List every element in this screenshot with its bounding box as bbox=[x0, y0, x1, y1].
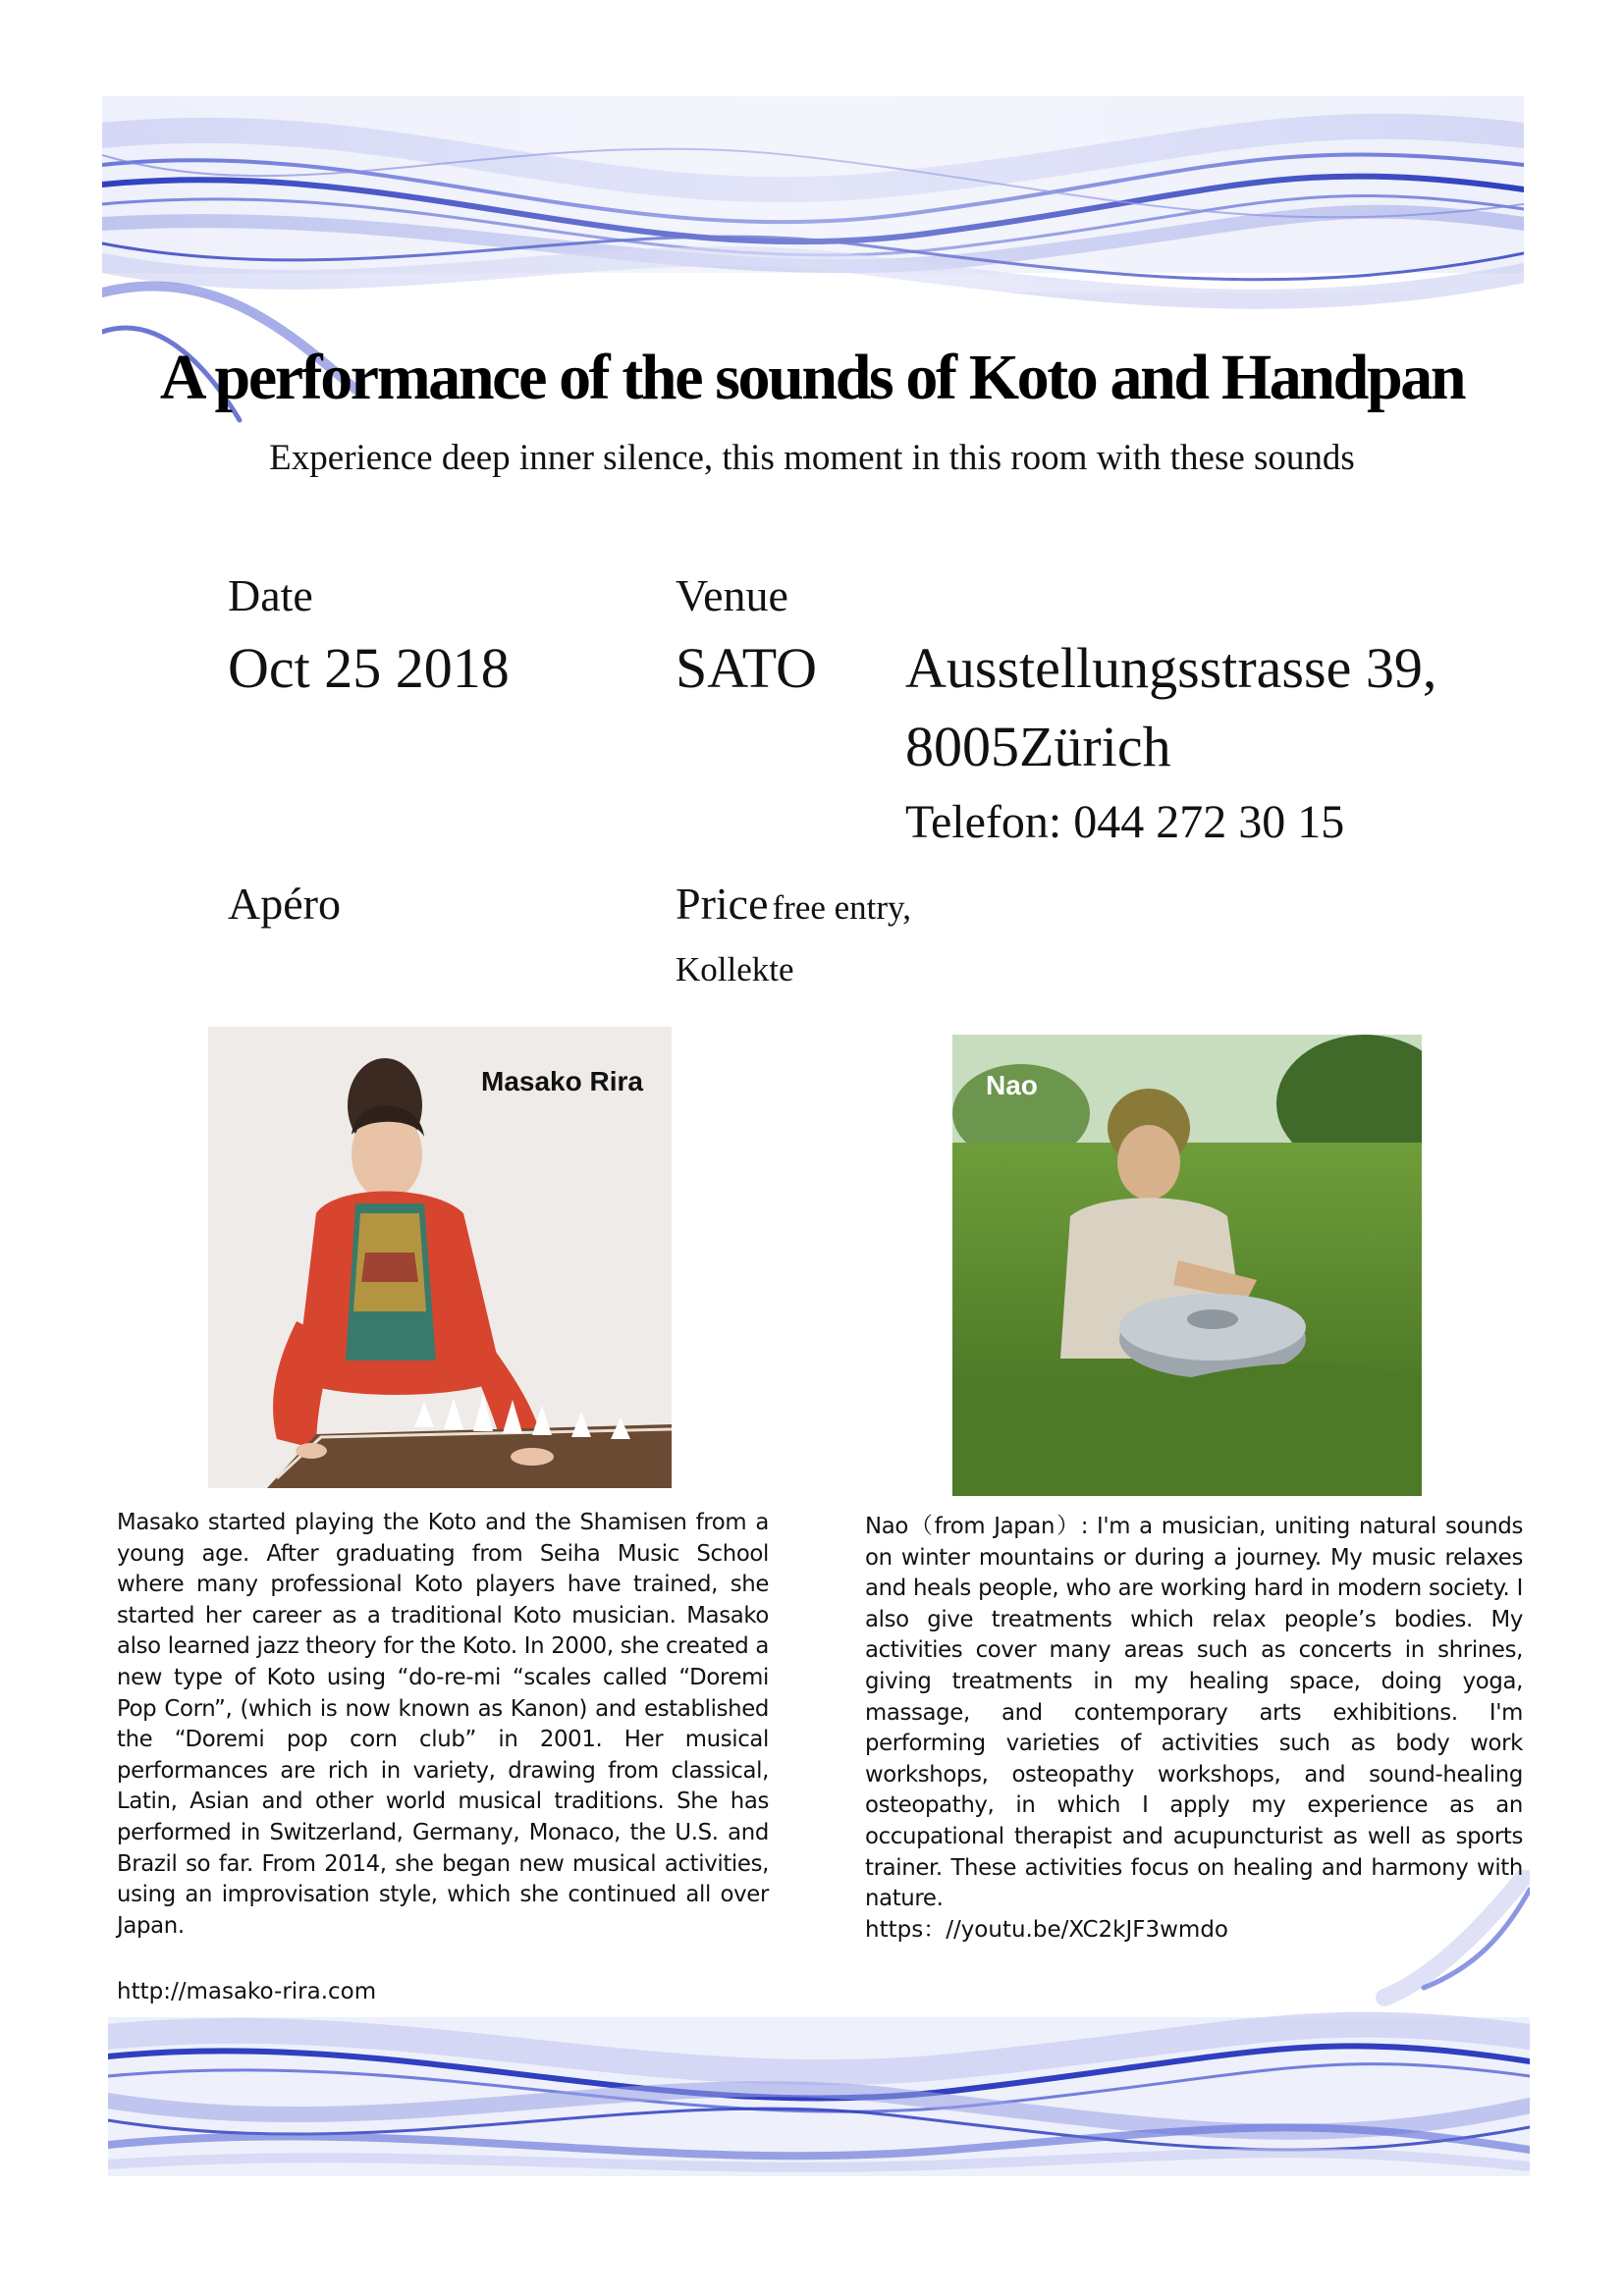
artist-name-masako: Masako Rira bbox=[481, 1066, 643, 1096]
poster-title: A performance of the sounds of Koto and Handpan bbox=[159, 342, 1465, 413]
handpan-player-photo bbox=[952, 1035, 1422, 1496]
artist-name-nao: Nao bbox=[986, 1070, 1038, 1100]
apero-label: Apéro bbox=[228, 879, 341, 929]
venue-address-line1: Ausstellungsstrasse 39, bbox=[905, 636, 1437, 700]
poster-subtitle: Experience deep inner silence, this moment in this room with these sounds bbox=[269, 438, 1355, 478]
bio-masako: Masako started playing the Koto and the Shamisen from a young age. After graduating from Seiha Music School where many professional Koto players have trained, she started her career as a traditional Koto musician. Masako also learned jazz theory for the Koto. In 2000, she created a new type of Koto using “do-re-mi “scales called “Doremi Pop Corn”, (which is now known as Kanon) and established the “Doremi pop corn club” in 2001. Her musical performances are rich in variety, drawing from classical, Latin, Asian and other world musical traditions. She has performed in Switzerland, Germany, Monaco, the U.S. and Brazil so far. From 2014, she began new musical activities, using an improvisation style, which she continued all over Japan. bbox=[117, 1510, 769, 1939]
link-nao[interactable]: https：//youtu.be/XC2kJF3wmdo bbox=[865, 1917, 1228, 1943]
venue-name: SATO bbox=[676, 636, 817, 700]
date-label: Date bbox=[228, 570, 313, 620]
price-value: free entry, bbox=[772, 888, 912, 927]
price-value-line2: Kollekte bbox=[676, 950, 794, 988]
price-line bbox=[676, 881, 911, 927]
venue-address-line2: 8005Zürich bbox=[905, 715, 1171, 778]
koto-player-photo bbox=[208, 1027, 672, 1488]
bio-nao: Nao（from Japan）: I'm a musician, uniting natural sounds on winter mountains or during a journey. My music relaxes and heals people, who are working hard in modern society. I also give treatments which relax people’s bodies. My activities cover many areas such as concerts in shrines, giving treatments in my healing space, doing yoga, massage, and contemporary arts exhibitions. I'm performing varieties of activities such as body work workshops, osteopathy workshops, and sound-healing osteopathy, in which I apply my experience as an occupational therapist and acupuncturist as well as sports trainer. These activities focus on healing and harmony with nature. bbox=[865, 1514, 1523, 1912]
price-label: Price bbox=[676, 879, 769, 929]
date-value: Oct 25 2018 bbox=[228, 636, 510, 700]
venue-label: Venue bbox=[676, 570, 788, 620]
link-masako[interactable]: http://masako-rira.com bbox=[117, 1979, 377, 2004]
venue-phone: Telefon: 044 272 30 15 bbox=[905, 796, 1345, 848]
